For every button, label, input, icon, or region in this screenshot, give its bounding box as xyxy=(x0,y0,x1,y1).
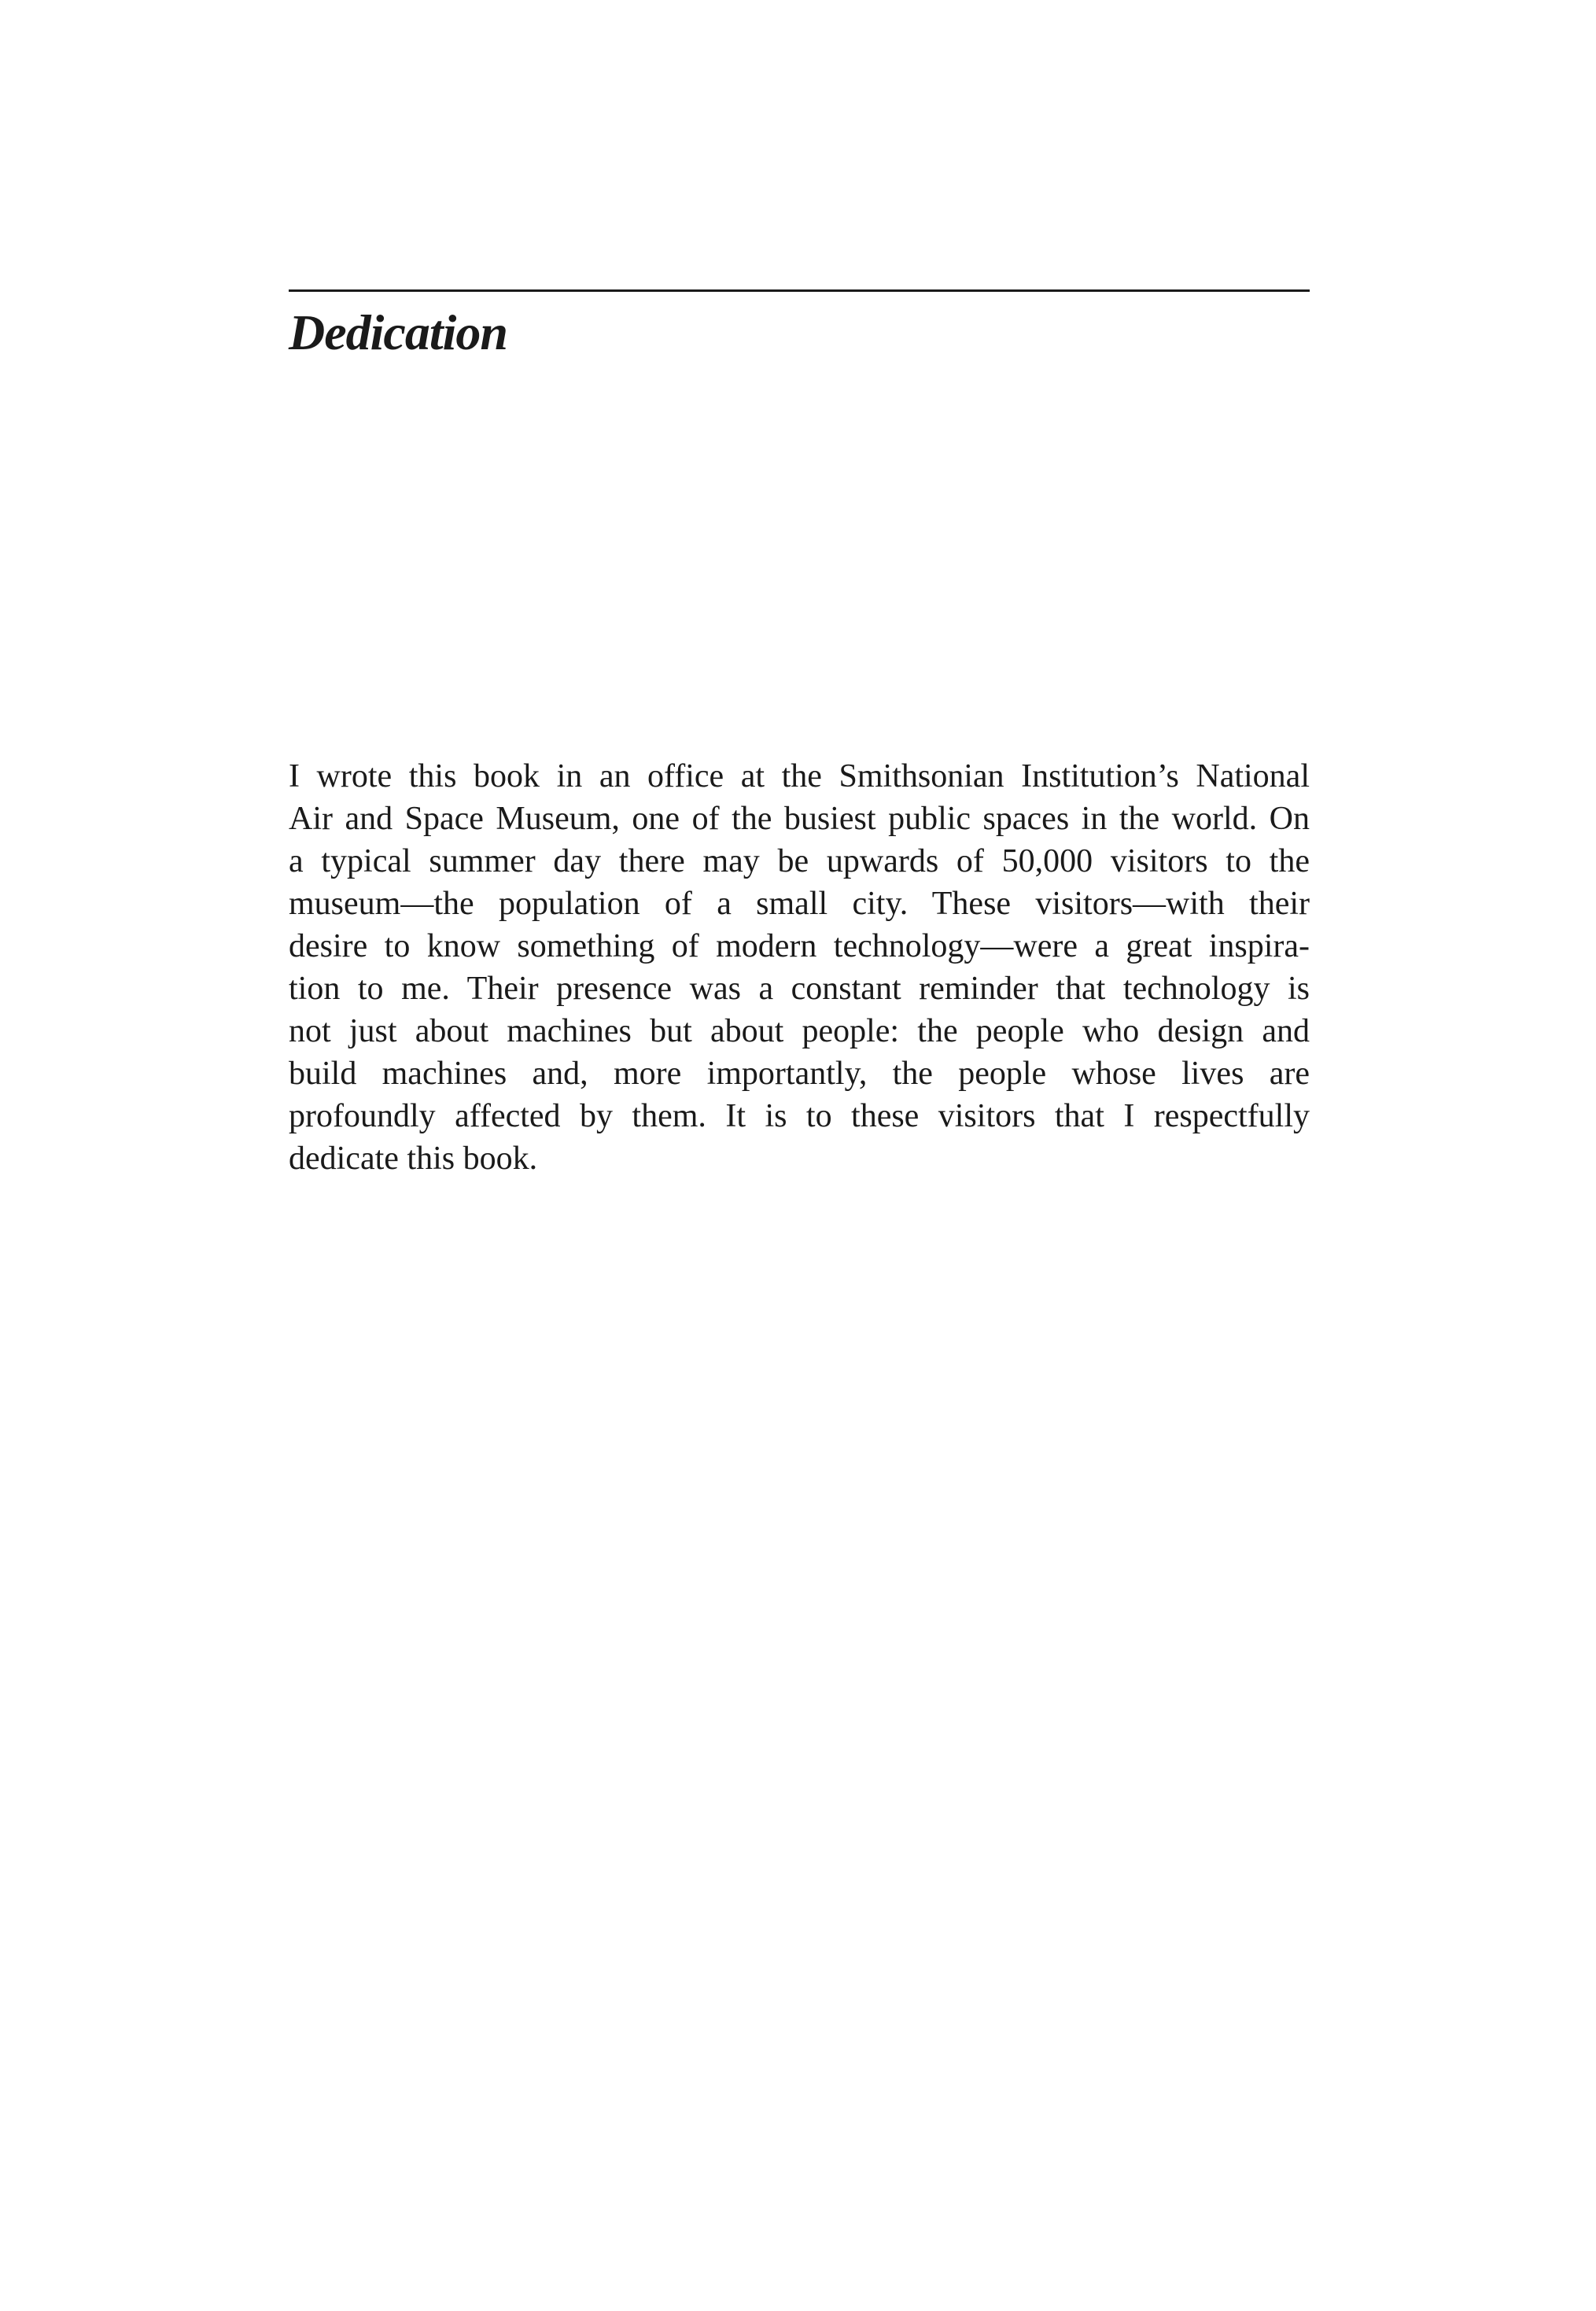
paragraph-line: museum—the population of a small city. These visitors—with their xyxy=(289,886,1310,922)
paragraph-line: desire to know something of modern technology—were a great inspira- xyxy=(289,928,1310,964)
dedication-paragraph xyxy=(289,755,1310,1180)
paragraph-line: build machines and, more importantly, the people whose lives are xyxy=(289,1056,1310,1092)
paragraph-line: a typical summer day there may be upwards of 50,000 visitors to the xyxy=(289,843,1310,879)
page-title: Dedication xyxy=(289,304,507,360)
paragraph-line: I wrote this book in an office at the Smithsonian Institution’s National xyxy=(289,758,1310,794)
paragraph-line: Air and Space Museum, one of the busiest public spaces in the world. On xyxy=(289,801,1310,837)
paragraph-line: tion to me. Their presence was a constant reminder that technology is xyxy=(289,971,1310,1007)
paragraph-line: dedicate this book. xyxy=(289,1141,538,1177)
heading-rule xyxy=(289,289,1310,292)
paragraph-line: not just about machines but about people: the people who design and xyxy=(289,1013,1310,1049)
paragraph-line: profoundly affected by them. It is to these visitors that I respectfully xyxy=(289,1098,1310,1134)
